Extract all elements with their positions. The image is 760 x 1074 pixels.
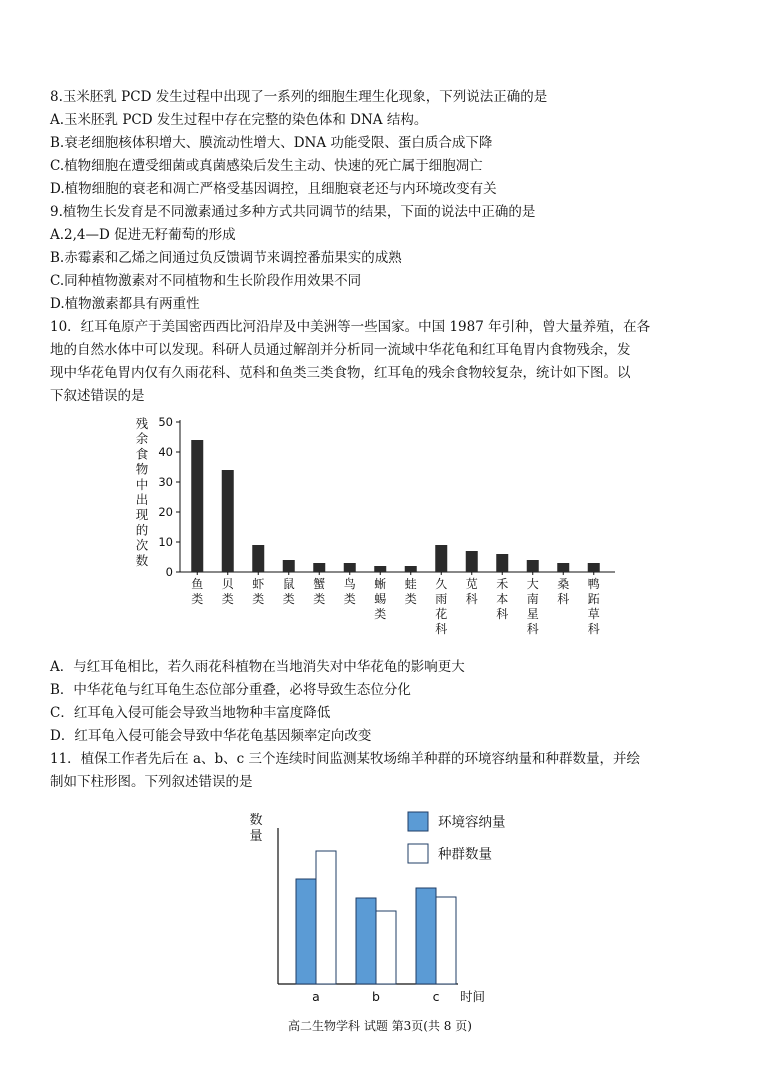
q9-option-b: B.赤霉素和乙烯之间通过负反馈调节来调控番茄果实的成熟 bbox=[50, 250, 402, 266]
bar-桑科 bbox=[557, 563, 569, 572]
x-tick-label-char: 星 bbox=[526, 607, 539, 621]
x-tick-label-char: 本 bbox=[496, 592, 509, 606]
bar-c-种群数量 bbox=[436, 897, 456, 984]
y-axis-label-char: 残 bbox=[135, 416, 149, 431]
x-tick-label-char: 科 bbox=[557, 592, 570, 606]
bar-虾类 bbox=[252, 545, 264, 572]
bar-a-种群数量 bbox=[316, 851, 336, 984]
x-tick-label-char: 类 bbox=[282, 592, 295, 606]
y-axis-label-char: 中 bbox=[135, 476, 149, 492]
q9-option-a: A.2,4—D 促进无籽葡萄的形成 bbox=[50, 227, 236, 243]
q8-option-b: B.衰老细胞核体积增大、膜流动性增大、DNA 功能受限、蛋白质合成下降 bbox=[50, 135, 493, 151]
x-tick-label-char: 禾 bbox=[496, 577, 509, 591]
population-bar-chart bbox=[240, 798, 540, 1008]
legend-label: 环境容纳量 bbox=[438, 814, 506, 831]
y-tick-label: 0 bbox=[165, 565, 173, 579]
x-tick-label: a bbox=[312, 989, 320, 1004]
y-axis-label-char: 数 bbox=[249, 813, 263, 828]
x-tick-label-char: 科 bbox=[496, 607, 509, 621]
x-tick-label-char: 类 bbox=[221, 592, 234, 606]
y-axis-label-char: 物 bbox=[135, 461, 149, 477]
bar-苋科 bbox=[466, 551, 478, 572]
bar-鱼类 bbox=[191, 440, 203, 572]
bar-c-环境容纳量 bbox=[416, 888, 436, 984]
y-axis-label-char: 出 bbox=[135, 492, 149, 507]
legend-swatch bbox=[408, 844, 428, 863]
q10-option-c: C．红耳龟入侵可能会导致当地物种丰富度降低 bbox=[50, 705, 331, 721]
q10-stem-line-4: 下叙述错误的是 bbox=[50, 388, 145, 404]
x-tick-label-char: 跖 bbox=[587, 592, 600, 606]
y-tick-label: 20 bbox=[158, 505, 173, 519]
x-tick-label-char: 科 bbox=[587, 622, 600, 636]
bar-蛙类 bbox=[405, 566, 417, 572]
x-tick-label-char: 桑 bbox=[557, 577, 570, 591]
y-tick-label: 10 bbox=[158, 535, 173, 549]
bar-鼠类 bbox=[283, 560, 295, 572]
bar-贝类 bbox=[222, 470, 234, 572]
food-remnant-bar-chart bbox=[120, 412, 640, 642]
q8-stem: 8.玉米胚乳 PCD 发生过程中出现了一系列的细胞生理生化现象，下列说法正确的是 bbox=[50, 89, 548, 105]
x-tick-label-char: 贝 bbox=[221, 577, 234, 591]
y-axis-label-char: 次 bbox=[135, 537, 149, 553]
x-tick-label-char: 科 bbox=[435, 622, 448, 636]
x-tick-label-char: 蜥 bbox=[374, 577, 387, 591]
y-axis-label-char: 现 bbox=[135, 507, 149, 523]
x-tick-label-char: 苋 bbox=[465, 577, 478, 591]
y-axis-label-char: 的 bbox=[135, 522, 149, 538]
x-tick-label-char: 鼠 bbox=[282, 577, 295, 591]
x-tick-label-char: 大 bbox=[526, 577, 539, 591]
x-tick-label-char: 类 bbox=[343, 592, 356, 606]
q10-stem-line-2: 地的自然水体中可以发现。科研人员通过解剖并分析同一流域中华花龟和红耳龟胃内食物残余，发 bbox=[50, 342, 631, 358]
bar-a-环境容纳量 bbox=[296, 879, 316, 984]
q11-stem-line-1: 11．植保工作者先后在 a、b、c 三个连续时间监测某牧场绵羊种群的环境容纳量和种群数量，并绘 bbox=[50, 751, 641, 767]
x-tick-label-char: 雨 bbox=[435, 592, 448, 606]
q8-option-c: C.植物细胞在遭受细菌或真菌感染后发生主动、快速的死亡属于细胞凋亡 bbox=[50, 158, 483, 174]
x-tick-label-char: 鸟 bbox=[343, 577, 356, 591]
x-tick-label-char: 鱼 bbox=[191, 577, 204, 591]
y-axis-label-char: 数 bbox=[135, 552, 149, 568]
x-tick-label-char: 蟹 bbox=[313, 577, 326, 591]
x-tick-label-char: 类 bbox=[313, 592, 326, 606]
y-axis-label-char: 量 bbox=[249, 829, 263, 844]
x-axis-label: 时间 bbox=[460, 989, 486, 1004]
y-axis-label-char: 食 bbox=[135, 446, 149, 462]
bar-b-环境容纳量 bbox=[356, 898, 376, 984]
q10-option-a: A．与红耳龟相比，若久雨花科植物在当地消失对中华花龟的影响更大 bbox=[50, 659, 465, 675]
x-tick-label-char: 虾 bbox=[252, 577, 265, 591]
q8-option-a: A.玉米胚乳 PCD 发生过程中存在完整的染色体和 DNA 结构。 bbox=[50, 112, 428, 128]
bar-久雨花科 bbox=[435, 545, 447, 572]
x-tick-label-char: 类 bbox=[191, 592, 204, 606]
y-tick-label: 40 bbox=[158, 445, 173, 459]
bar-蜥蜴类 bbox=[374, 566, 386, 572]
y-tick-label: 50 bbox=[158, 415, 173, 429]
y-axis-label-char: 余 bbox=[135, 431, 149, 447]
x-tick-label-char: 南 bbox=[526, 592, 539, 606]
x-tick-label-char: 科 bbox=[465, 592, 478, 606]
q9-stem: 9.植物生长发育是不同激素通过多种方式共同调节的结果，下面的说法中正确的是 bbox=[50, 204, 536, 220]
q10-option-d: D．红耳龟入侵可能会导致中华花龟基因频率定向改变 bbox=[50, 728, 372, 744]
bar-禾本科 bbox=[496, 554, 508, 572]
x-tick-label: b bbox=[372, 989, 380, 1004]
legend-swatch bbox=[408, 812, 428, 831]
x-tick-label-char: 类 bbox=[374, 607, 387, 621]
bar-b-种群数量 bbox=[376, 911, 396, 984]
x-tick-label-char: 科 bbox=[526, 622, 539, 636]
q10-option-b: B．中华花龟与红耳龟生态位部分重叠，必将导致生态位分化 bbox=[50, 682, 411, 698]
x-tick-label-char: 类 bbox=[404, 592, 417, 606]
x-tick-label-char: 类 bbox=[252, 592, 265, 606]
bar-蟹类 bbox=[313, 563, 325, 572]
legend-label: 种群数量 bbox=[438, 846, 492, 863]
q11-stem-line-2: 制如下柱形图。下列叙述错误的是 bbox=[50, 774, 253, 790]
q10-stem-line-1: 10．红耳龟原产于美国密西西比河沿岸及中美洲等一些国家。中国 1987 年引种，曾大量养殖，在各 bbox=[50, 319, 651, 335]
q8-option-d: D.植物细胞的衰老和凋亡严格受基因调控，且细胞衰老还与内环境改变有关 bbox=[50, 181, 497, 197]
x-tick-label: c bbox=[432, 989, 440, 1004]
x-tick-label-char: 蜴 bbox=[374, 592, 387, 606]
x-tick-label-char: 花 bbox=[435, 607, 448, 621]
bar-鸭跖草科 bbox=[588, 563, 600, 572]
x-tick-label-char: 久 bbox=[435, 577, 448, 591]
x-tick-label-char: 草 bbox=[587, 607, 600, 621]
q9-option-c: C.同种植物激素对不同植物和生长阶段作用效果不同 bbox=[50, 273, 362, 289]
y-tick-label: 30 bbox=[158, 475, 173, 489]
x-tick-label-char: 蛙 bbox=[404, 577, 417, 591]
x-tick-label-char: 鸭 bbox=[587, 577, 600, 591]
q10-stem-line-3: 现中华花龟胃内仅有久雨花科、苋科和鱼类三类食物，红耳龟的残余食物较复杂，统计如下图。以 bbox=[50, 365, 631, 381]
bar-鸟类 bbox=[344, 563, 356, 572]
page-footer: 高二生物学科 试题 第3页(共 8 页) bbox=[288, 1019, 472, 1033]
bar-大南星科 bbox=[527, 560, 539, 572]
q9-option-d: D.植物激素都具有两重性 bbox=[50, 296, 200, 312]
